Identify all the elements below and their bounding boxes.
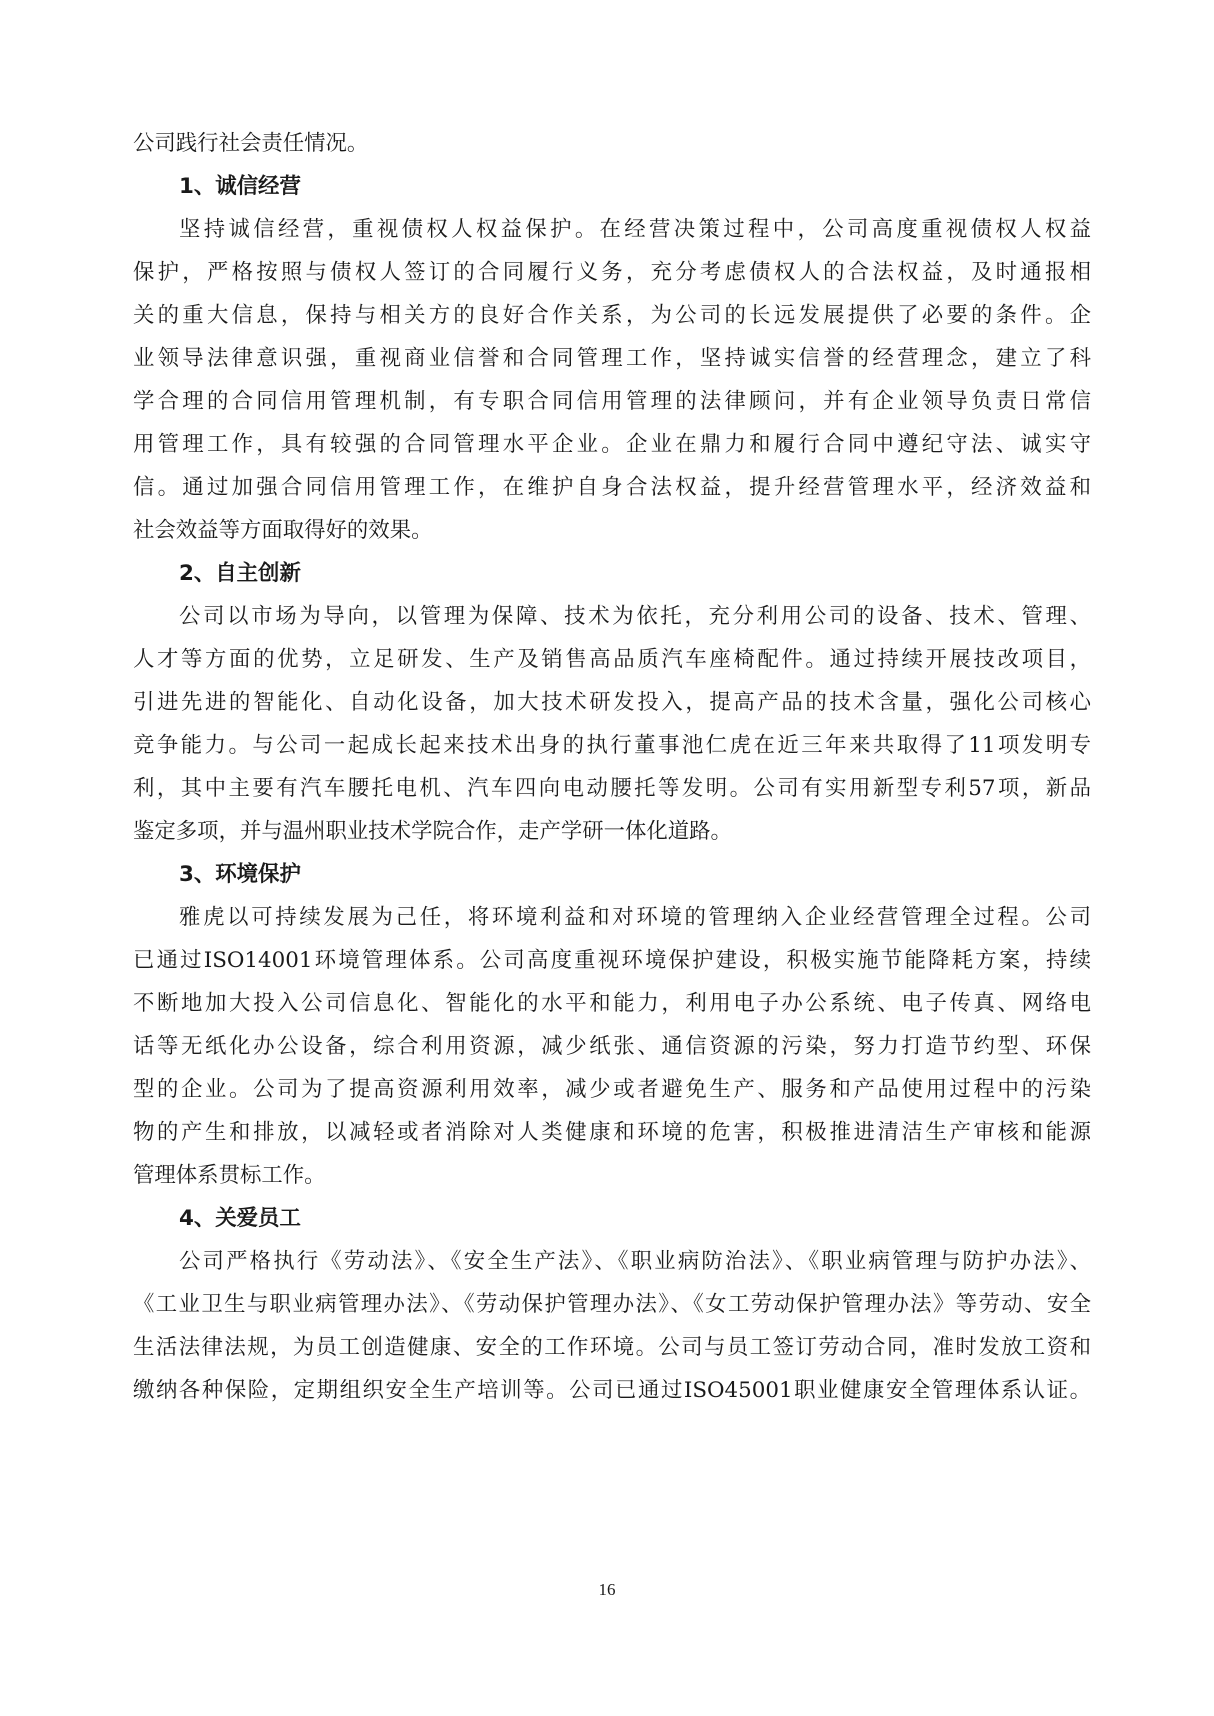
- paragraph-line: 信。通过加强合同信用管理工作，在维护自身合法权益，提升经营管理水平，经济效益和: [133, 475, 1091, 500]
- paragraph-line: 管理体系贯标工作。: [133, 1163, 326, 1188]
- paragraph-line: 话等无纸化办公设备，综合利用资源，减少纸张、通信资源的污染，努力打造节约型、环保: [133, 1034, 1091, 1059]
- paragraph-line: 雅虎以可持续发展为己任，将环境利益和对环境的管理纳入企业经营管理全过程。公司: [179, 905, 1091, 930]
- paragraph-line: 用管理工作，具有较强的合同管理水平企业。企业在鼎力和履行合同中遵纪守法、诚实守: [133, 432, 1091, 457]
- paragraph-line: 业领导法律意识强，重视商业信誉和合同管理工作，坚持诚实信誉的经营理念，建立了科: [133, 346, 1091, 371]
- paragraph-line: 物的产生和排放，以减轻或者消除对人类健康和环境的危害，积极推进清洁生产审核和能源: [133, 1120, 1091, 1145]
- paragraph-line: 已通过ISO14001环境管理体系。公司高度重视环境保护建设，积极实施节能降耗方案，持续: [133, 948, 1091, 973]
- paragraph-line: 公司以市场为导向，以管理为保障、技术为依托，充分利用公司的设备、技术、管理、: [179, 604, 1091, 629]
- paragraph-line: 保护，严格按照与债权人签订的合同履行义务，充分考虑债权人的合法权益，及时通报相: [133, 260, 1091, 285]
- section-heading-employees: 4、关爱员工: [179, 1206, 301, 1231]
- paragraph-line: 利，其中主要有汽车腰托电机、汽车四向电动腰托等发明。公司有实用新型专利57项，新品: [133, 776, 1091, 801]
- section-heading-environment: 3、环境保护: [179, 862, 301, 887]
- paragraph-line: 生活法律法规，为员工创造健康、安全的工作环境。公司与员工签订劳动合同，准时发放工资和: [133, 1335, 1091, 1360]
- paragraph-line: 型的企业。公司为了提高资源利用效率，减少或者避免生产、服务和产品使用过程中的污染: [133, 1077, 1091, 1102]
- paragraph-line: 竞争能力。与公司一起成长起来技术出身的执行董事池仁虎在近三年来共取得了11项发明专: [133, 733, 1091, 758]
- paragraph-line: 坚持诚信经营，重视债权人权益保护。在经营决策过程中，公司高度重视债权人权益: [179, 217, 1091, 242]
- paragraph-line: 学合理的合同信用管理机制，有专职合同信用管理的法律顾问，并有企业领导负责日常信: [133, 389, 1091, 414]
- page-number: 16: [598, 1580, 616, 1599]
- paragraph-line: 《工业卫生与职业病管理办法》、《劳动保护管理办法》、《女工劳动保护管理办法》等劳动、安全: [133, 1292, 1091, 1317]
- paragraph-line: 关的重大信息，保持与相关方的良好合作关系，为公司的长远发展提供了必要的条件。企: [133, 303, 1091, 328]
- paragraph-line: 人才等方面的优势，立足研发、生产及销售高品质汽车座椅配件。通过持续开展技改项目，: [133, 647, 1091, 672]
- paragraph-line: 鉴定多项，并与温州职业技术学院合作，走产学研一体化道路。: [133, 819, 732, 844]
- intro-line: 公司践行社会责任情况。: [133, 131, 369, 156]
- paragraph-line: 不断地加大投入公司信息化、智能化的水平和能力，利用电子办公系统、电子传真、网络电: [133, 991, 1091, 1016]
- paragraph-line: 公司严格执行《劳动法》、《安全生产法》、《职业病防治法》、《职业病管理与防护办法》、: [179, 1249, 1091, 1274]
- paragraph-line: 社会效益等方面取得好的效果。: [133, 518, 433, 543]
- section-heading-integrity: 1、诚信经营: [179, 174, 301, 199]
- paragraph-line: 缴纳各种保险，定期组织安全生产培训等。公司已通过ISO45001职业健康安全管理体系认证。: [133, 1378, 1091, 1403]
- paragraph-line: 引进先进的智能化、自动化设备，加大技术研发投入，提高产品的技术含量，强化公司核心: [133, 690, 1091, 715]
- section-heading-innovation: 2、自主创新: [179, 561, 301, 586]
